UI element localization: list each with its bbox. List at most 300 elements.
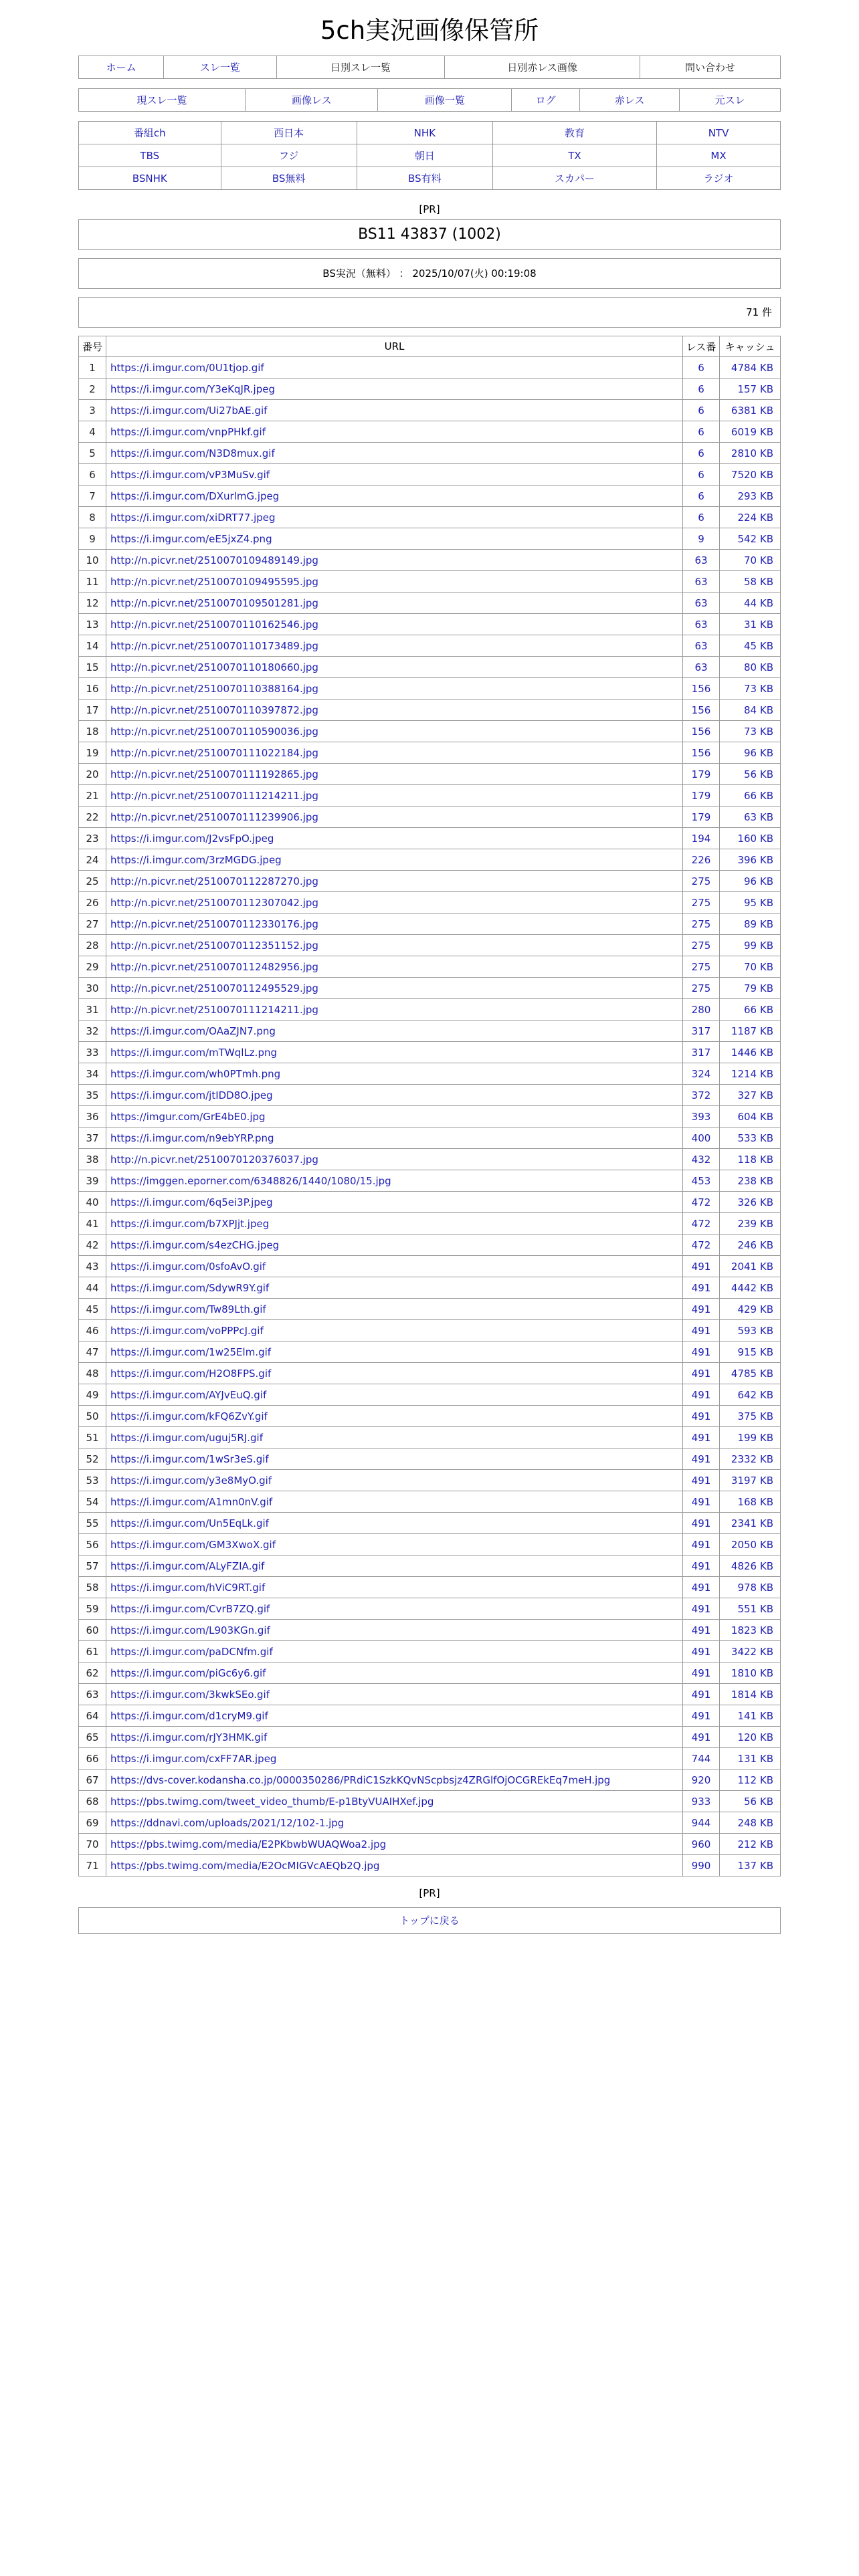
row-number: 44 bbox=[79, 1277, 106, 1299]
image-url-link[interactable]: http://n.picvr.net/2510070111214211.jpg bbox=[106, 999, 683, 1021]
row-number: 22 bbox=[79, 807, 106, 828]
image-url-link[interactable]: http://n.picvr.net/2510070112330176.jpg bbox=[106, 914, 683, 935]
res-number-link[interactable]: 179 bbox=[683, 785, 720, 807]
cache-size-link[interactable]: 45 KB bbox=[720, 635, 781, 657]
row-number: 8 bbox=[79, 507, 106, 528]
res-number-link[interactable]: 453 bbox=[683, 1170, 720, 1192]
res-number-link[interactable]: 156 bbox=[683, 742, 720, 764]
row-number: 53 bbox=[79, 1470, 106, 1491]
row-number: 63 bbox=[79, 1684, 106, 1705]
table-row bbox=[79, 1149, 781, 1170]
table-row bbox=[79, 785, 781, 807]
image-url-link[interactable]: http://n.picvr.net/2510070110388164.jpg bbox=[106, 678, 683, 700]
res-number-link[interactable]: 63 bbox=[683, 550, 720, 571]
table-row bbox=[79, 1577, 781, 1598]
cache-size-link[interactable]: 915 KB bbox=[720, 1341, 781, 1363]
row-number: 18 bbox=[79, 721, 106, 742]
res-number-link[interactable]: 6 bbox=[683, 464, 720, 486]
res-number-link[interactable]: 432 bbox=[683, 1149, 720, 1170]
cache-size-link[interactable]: 120 KB bbox=[720, 1727, 781, 1748]
channel-link[interactable]: MX bbox=[657, 144, 781, 167]
cache-size-link[interactable]: 131 KB bbox=[720, 1748, 781, 1769]
res-number-link[interactable]: 472 bbox=[683, 1192, 720, 1213]
res-number-link[interactable]: 275 bbox=[683, 892, 720, 914]
channel-link[interactable]: BS有料 bbox=[357, 167, 492, 190]
image-url-link[interactable]: https://i.imgur.com/uguj5RJ.gif bbox=[106, 1427, 683, 1448]
image-url-link[interactable]: https://i.imgur.com/b7XPJjt.jpeg bbox=[106, 1213, 683, 1235]
res-number-link[interactable]: 226 bbox=[683, 849, 720, 871]
cache-size-link[interactable]: 542 KB bbox=[720, 528, 781, 550]
cache-size-link[interactable]: 1814 KB bbox=[720, 1684, 781, 1705]
cache-size-link[interactable]: 6019 KB bbox=[720, 421, 781, 443]
res-number-link[interactable]: 275 bbox=[683, 956, 720, 978]
cache-size-link[interactable]: 1823 KB bbox=[720, 1620, 781, 1641]
table-row bbox=[79, 1299, 781, 1320]
cache-size-link[interactable]: 2050 KB bbox=[720, 1534, 781, 1555]
back-to-top-link[interactable]: トップに戻る bbox=[78, 1907, 781, 1934]
nav-red-res[interactable]: 赤レス bbox=[579, 89, 679, 112]
image-url-link[interactable]: https://i.imgur.com/Ui27bAE.gif bbox=[106, 400, 683, 421]
image-url-link[interactable]: http://n.picvr.net/2510070111192865.jpg bbox=[106, 764, 683, 785]
res-number-link[interactable]: 491 bbox=[683, 1427, 720, 1448]
channel-link[interactable]: 番組ch bbox=[79, 122, 221, 144]
image-url-link[interactable]: https://i.imgur.com/jtIDD8O.jpeg bbox=[106, 1085, 683, 1106]
cache-size-link[interactable]: 238 KB bbox=[720, 1170, 781, 1192]
cache-size-link[interactable]: 6381 KB bbox=[720, 400, 781, 421]
res-number-link[interactable]: 491 bbox=[683, 1641, 720, 1662]
cache-size-link[interactable]: 141 KB bbox=[720, 1705, 781, 1727]
res-number-link[interactable]: 491 bbox=[683, 1256, 720, 1277]
row-number: 10 bbox=[79, 550, 106, 571]
cache-size-link[interactable]: 327 KB bbox=[720, 1085, 781, 1106]
image-url-link[interactable]: https://i.imgur.com/3kwkSEo.gif bbox=[106, 1684, 683, 1705]
cache-size-link[interactable]: 593 KB bbox=[720, 1320, 781, 1341]
image-url-link[interactable]: https://imggen.eporner.com/6348826/1440/1080/15.jpg bbox=[106, 1170, 683, 1192]
res-number-link[interactable]: 491 bbox=[683, 1620, 720, 1641]
cache-size-link[interactable]: 96 KB bbox=[720, 871, 781, 892]
cache-size-link[interactable]: 160 KB bbox=[720, 828, 781, 849]
image-url-link[interactable]: https://i.imgur.com/Tw89Lth.gif bbox=[106, 1299, 683, 1320]
res-number-link[interactable]: 491 bbox=[683, 1341, 720, 1363]
cache-size-link[interactable]: 248 KB bbox=[720, 1812, 781, 1834]
cache-size-link[interactable]: 3422 KB bbox=[720, 1641, 781, 1662]
cache-size-link[interactable]: 118 KB bbox=[720, 1149, 781, 1170]
image-url-link[interactable]: https://ddnavi.com/uploads/2021/12/102-1.jpg bbox=[106, 1812, 683, 1834]
table-row bbox=[79, 507, 781, 528]
cache-size-link[interactable]: 66 KB bbox=[720, 785, 781, 807]
image-url-link[interactable]: https://pbs.twimg.com/media/E2OcMIGVcAEQb2Q.jpg bbox=[106, 1855, 683, 1876]
cache-size-link[interactable]: 1810 KB bbox=[720, 1662, 781, 1684]
res-number-link[interactable]: 280 bbox=[683, 999, 720, 1021]
image-url-link[interactable]: http://n.picvr.net/2510070110180660.jpg bbox=[106, 657, 683, 678]
row-number: 9 bbox=[79, 528, 106, 550]
image-url-link[interactable]: https://i.imgur.com/hViC9RT.gif bbox=[106, 1577, 683, 1598]
res-number-link[interactable]: 944 bbox=[683, 1812, 720, 1834]
row-number: 62 bbox=[79, 1662, 106, 1684]
cache-size-link[interactable]: 2341 KB bbox=[720, 1513, 781, 1534]
res-number-link[interactable]: 491 bbox=[683, 1727, 720, 1748]
table-row bbox=[79, 1448, 781, 1470]
page bbox=[78, 0, 781, 1934]
cache-size-link[interactable]: 429 KB bbox=[720, 1299, 781, 1320]
result-count: 71 件 bbox=[78, 297, 781, 328]
image-url-link[interactable]: https://i.imgur.com/J2vsFpO.jpeg bbox=[106, 828, 683, 849]
cache-size-link[interactable]: 551 KB bbox=[720, 1598, 781, 1620]
table-row bbox=[79, 1384, 781, 1406]
nav-current-threads[interactable]: 現スレ一覧 bbox=[79, 89, 246, 112]
table-row bbox=[79, 421, 781, 443]
image-url-link[interactable]: https://i.imgur.com/voPPPcJ.gif bbox=[106, 1320, 683, 1341]
channel-link[interactable]: スカパー bbox=[492, 167, 656, 190]
nav-image-res[interactable]: 画像レス bbox=[246, 89, 378, 112]
table-row bbox=[79, 1363, 781, 1384]
channel-link[interactable]: 朝日 bbox=[357, 144, 492, 167]
res-number-link[interactable]: 472 bbox=[683, 1213, 720, 1235]
image-url-link[interactable]: https://i.imgur.com/kFQ6ZvY.gif bbox=[106, 1406, 683, 1427]
res-number-link[interactable]: 960 bbox=[683, 1834, 720, 1855]
res-number-link[interactable]: 275 bbox=[683, 914, 720, 935]
image-url-link[interactable]: https://i.imgur.com/1wSr3eS.gif bbox=[106, 1448, 683, 1470]
res-number-link[interactable]: 63 bbox=[683, 635, 720, 657]
table-row bbox=[79, 1769, 781, 1791]
cache-size-link[interactable]: 58 KB bbox=[720, 571, 781, 593]
image-url-link[interactable]: https://i.imgur.com/H2O8FPS.gif bbox=[106, 1363, 683, 1384]
res-number-link[interactable]: 491 bbox=[683, 1448, 720, 1470]
channel-link[interactable]: BS無料 bbox=[221, 167, 357, 190]
res-number-link[interactable]: 6 bbox=[683, 379, 720, 400]
row-number: 56 bbox=[79, 1534, 106, 1555]
table-row bbox=[79, 914, 781, 935]
res-number-link[interactable]: 933 bbox=[683, 1791, 720, 1812]
res-number-link[interactable]: 275 bbox=[683, 935, 720, 956]
channel-link[interactable]: 西日本 bbox=[221, 122, 357, 144]
res-number-link[interactable]: 317 bbox=[683, 1021, 720, 1042]
table-row bbox=[79, 1748, 781, 1769]
channel-link[interactable]: BSNHK bbox=[79, 167, 221, 190]
image-url-link[interactable]: http://n.picvr.net/2510070111239906.jpg bbox=[106, 807, 683, 828]
res-number-link[interactable]: 179 bbox=[683, 764, 720, 785]
res-number-link[interactable]: 491 bbox=[683, 1277, 720, 1299]
cache-size-link[interactable]: 1214 KB bbox=[720, 1063, 781, 1085]
channel-link[interactable]: ラジオ bbox=[657, 167, 781, 190]
image-url-link[interactable]: http://n.picvr.net/2510070112482956.jpg bbox=[106, 956, 683, 978]
res-number-link[interactable]: 6 bbox=[683, 421, 720, 443]
image-url-link[interactable]: https://i.imgur.com/rJY3HMK.gif bbox=[106, 1727, 683, 1748]
table-row bbox=[79, 1427, 781, 1448]
cache-size-link[interactable]: 533 KB bbox=[720, 1128, 781, 1149]
res-number-link[interactable]: 6 bbox=[683, 486, 720, 507]
res-number-link[interactable]: 194 bbox=[683, 828, 720, 849]
image-url-link[interactable]: https://i.imgur.com/A1mn0nV.gif bbox=[106, 1491, 683, 1513]
image-url-link[interactable]: https://i.imgur.com/Y3eKqJR.jpeg bbox=[106, 379, 683, 400]
image-url-link[interactable]: https://i.imgur.com/L903KGn.gif bbox=[106, 1620, 683, 1641]
cache-size-link[interactable]: 1187 KB bbox=[720, 1021, 781, 1042]
image-url-link[interactable]: https://imgur.com/GrE4bE0.jpg bbox=[106, 1106, 683, 1128]
image-url-link[interactable]: https://i.imgur.com/N3D8mux.gif bbox=[106, 443, 683, 464]
image-url-link[interactable]: https://i.imgur.com/1w25Elm.gif bbox=[106, 1341, 683, 1363]
cache-size-link[interactable]: 112 KB bbox=[720, 1769, 781, 1791]
res-number-link[interactable]: 275 bbox=[683, 978, 720, 999]
channel-link[interactable]: 教育 bbox=[492, 122, 656, 144]
cache-size-link[interactable]: 978 KB bbox=[720, 1577, 781, 1598]
channel-link[interactable]: NHK bbox=[357, 122, 492, 144]
table-row bbox=[79, 1705, 781, 1727]
site-title: 5ch実況画像保管所 bbox=[320, 16, 539, 45]
row-number: 12 bbox=[79, 593, 106, 614]
res-number-link[interactable]: 491 bbox=[683, 1406, 720, 1427]
row-number: 28 bbox=[79, 935, 106, 956]
row-number: 71 bbox=[79, 1855, 106, 1876]
nav-daily-red-images[interactable]: 日別赤レス画像 bbox=[445, 56, 640, 79]
res-number-link[interactable]: 9 bbox=[683, 528, 720, 550]
cache-size-link[interactable]: 239 KB bbox=[720, 1213, 781, 1235]
image-url-link[interactable]: https://i.imgur.com/xiDRT77.jpeg bbox=[106, 507, 683, 528]
cache-size-link[interactable]: 642 KB bbox=[720, 1384, 781, 1406]
image-url-link[interactable]: http://n.picvr.net/2510070110162546.jpg bbox=[106, 614, 683, 635]
res-number-link[interactable]: 472 bbox=[683, 1235, 720, 1256]
row-number: 24 bbox=[79, 849, 106, 871]
cache-size-link[interactable]: 44 KB bbox=[720, 593, 781, 614]
res-number-link[interactable]: 491 bbox=[683, 1513, 720, 1534]
row-number: 48 bbox=[79, 1363, 106, 1384]
res-number-link[interactable]: 372 bbox=[683, 1085, 720, 1106]
res-number-link[interactable]: 491 bbox=[683, 1662, 720, 1684]
channel-link[interactable]: NTV bbox=[657, 122, 781, 144]
res-number-link[interactable]: 990 bbox=[683, 1855, 720, 1876]
image-url-link[interactable]: http://n.picvr.net/2510070110590036.jpg bbox=[106, 721, 683, 742]
cache-size-link[interactable]: 168 KB bbox=[720, 1491, 781, 1513]
res-number-link[interactable]: 317 bbox=[683, 1042, 720, 1063]
image-url-link[interactable]: http://n.picvr.net/2510070109495595.jpg bbox=[106, 571, 683, 593]
row-number: 11 bbox=[79, 571, 106, 593]
row-number: 29 bbox=[79, 956, 106, 978]
res-number-link[interactable]: 491 bbox=[683, 1577, 720, 1598]
image-url-link[interactable]: http://n.picvr.net/2510070110397872.jpg bbox=[106, 700, 683, 721]
channel-link[interactable]: フジ bbox=[221, 144, 357, 167]
image-url-link[interactable]: https://i.imgur.com/n9ebYRP.png bbox=[106, 1128, 683, 1149]
image-url-link[interactable]: http://n.picvr.net/2510070109501281.jpg bbox=[106, 593, 683, 614]
cache-size-link[interactable]: 56 KB bbox=[720, 1791, 781, 1812]
res-number-link[interactable]: 491 bbox=[683, 1470, 720, 1491]
image-url-link[interactable]: https://i.imgur.com/vP3MuSv.gif bbox=[106, 464, 683, 486]
cache-size-link[interactable]: 4442 KB bbox=[720, 1277, 781, 1299]
cache-size-link[interactable]: 3197 KB bbox=[720, 1470, 781, 1491]
image-url-link[interactable]: https://i.imgur.com/d1cryM9.gif bbox=[106, 1705, 683, 1727]
nav-home[interactable]: ホーム bbox=[79, 56, 164, 79]
cache-size-link[interactable]: 4784 KB bbox=[720, 357, 781, 379]
res-number-link[interactable]: 63 bbox=[683, 657, 720, 678]
image-url-link[interactable]: http://n.picvr.net/2510070112307042.jpg bbox=[106, 892, 683, 914]
image-url-link[interactable]: http://n.picvr.net/2510070120376037.jpg bbox=[106, 1149, 683, 1170]
res-number-link[interactable]: 393 bbox=[683, 1106, 720, 1128]
image-url-link[interactable]: https://i.imgur.com/cxFF7AR.jpeg bbox=[106, 1748, 683, 1769]
image-url-link[interactable]: https://pbs.twimg.com/tweet_video_thumb/E-p1BtyVUAIHXef.jpg bbox=[106, 1791, 683, 1812]
cache-size-link[interactable]: 95 KB bbox=[720, 892, 781, 914]
row-number: 14 bbox=[79, 635, 106, 657]
res-number-link[interactable]: 6 bbox=[683, 400, 720, 421]
cache-size-link[interactable]: 396 KB bbox=[720, 849, 781, 871]
image-url-link[interactable]: http://n.picvr.net/2510070111214211.jpg bbox=[106, 785, 683, 807]
cache-size-link[interactable]: 212 KB bbox=[720, 1834, 781, 1855]
channel-link[interactable]: TBS bbox=[79, 144, 221, 167]
image-url-link[interactable]: https://i.imgur.com/mTWqlLz.png bbox=[106, 1042, 683, 1063]
image-url-link[interactable]: http://n.picvr.net/2510070112495529.jpg bbox=[106, 978, 683, 999]
cache-size-link[interactable]: 1446 KB bbox=[720, 1042, 781, 1063]
image-url-link[interactable]: https://i.imgur.com/wh0PTmh.png bbox=[106, 1063, 683, 1085]
cache-size-link[interactable]: 4785 KB bbox=[720, 1363, 781, 1384]
cache-size-link[interactable]: 89 KB bbox=[720, 914, 781, 935]
row-number: 3 bbox=[79, 400, 106, 421]
cache-size-link[interactable]: 224 KB bbox=[720, 507, 781, 528]
image-url-link[interactable]: http://n.picvr.net/2510070110173489.jpg bbox=[106, 635, 683, 657]
res-number-link[interactable]: 491 bbox=[683, 1598, 720, 1620]
res-number-link[interactable]: 156 bbox=[683, 700, 720, 721]
res-number-link[interactable]: 156 bbox=[683, 678, 720, 700]
image-url-link[interactable]: https://i.imgur.com/ALyFZIA.gif bbox=[106, 1555, 683, 1577]
nav-image-list[interactable]: 画像一覧 bbox=[378, 89, 512, 112]
cache-size-link[interactable]: 56 KB bbox=[720, 764, 781, 785]
cache-size-link[interactable]: 375 KB bbox=[720, 1406, 781, 1427]
res-number-link[interactable]: 491 bbox=[683, 1491, 720, 1513]
res-number-link[interactable]: 491 bbox=[683, 1534, 720, 1555]
image-url-link[interactable]: https://i.imgur.com/Un5EqLk.gif bbox=[106, 1513, 683, 1534]
table-row bbox=[79, 849, 781, 871]
row-number: 30 bbox=[79, 978, 106, 999]
table-row bbox=[79, 764, 781, 785]
image-url-link[interactable]: https://i.imgur.com/eE5jxZ4.png bbox=[106, 528, 683, 550]
image-url-link[interactable]: http://n.picvr.net/2510070112351152.jpg bbox=[106, 935, 683, 956]
cache-size-link[interactable]: 4826 KB bbox=[720, 1555, 781, 1577]
row-number: 32 bbox=[79, 1021, 106, 1042]
image-url-link[interactable]: https://i.imgur.com/CvrB7ZQ.gif bbox=[106, 1598, 683, 1620]
cache-size-link[interactable]: 2332 KB bbox=[720, 1448, 781, 1470]
image-url-link[interactable]: https://i.imgur.com/paDCNfm.gif bbox=[106, 1641, 683, 1662]
res-number-link[interactable]: 275 bbox=[683, 871, 720, 892]
table-row bbox=[79, 1106, 781, 1128]
table-row bbox=[79, 1491, 781, 1513]
res-number-link[interactable]: 156 bbox=[683, 721, 720, 742]
image-url-link[interactable]: https://i.imgur.com/3rzMGDG.jpeg bbox=[106, 849, 683, 871]
row-number: 13 bbox=[79, 614, 106, 635]
res-number-link[interactable]: 491 bbox=[683, 1320, 720, 1341]
res-number-link[interactable]: 744 bbox=[683, 1748, 720, 1769]
cache-size-link[interactable]: 73 KB bbox=[720, 678, 781, 700]
row-number: 49 bbox=[79, 1384, 106, 1406]
cache-size-link[interactable]: 99 KB bbox=[720, 935, 781, 956]
cache-size-link[interactable]: 604 KB bbox=[720, 1106, 781, 1128]
row-number: 31 bbox=[79, 999, 106, 1021]
nav-log[interactable]: ログ bbox=[512, 89, 580, 112]
res-number-link[interactable]: 491 bbox=[683, 1684, 720, 1705]
image-url-link[interactable]: https://i.imgur.com/0U1tjop.gif bbox=[106, 357, 683, 379]
cache-size-link[interactable]: 63 KB bbox=[720, 807, 781, 828]
cache-size-link[interactable]: 199 KB bbox=[720, 1427, 781, 1448]
cache-size-link[interactable]: 31 KB bbox=[720, 614, 781, 635]
row-number: 39 bbox=[79, 1170, 106, 1192]
table-row bbox=[79, 807, 781, 828]
image-url-link[interactable]: https://i.imgur.com/piGc6y6.gif bbox=[106, 1662, 683, 1684]
res-number-link[interactable]: 491 bbox=[683, 1384, 720, 1406]
res-number-link[interactable]: 179 bbox=[683, 807, 720, 828]
table-row bbox=[79, 1812, 781, 1834]
res-number-link[interactable]: 491 bbox=[683, 1299, 720, 1320]
res-number-link[interactable]: 920 bbox=[683, 1769, 720, 1791]
image-url-link[interactable]: https://i.imgur.com/AYJvEuQ.gif bbox=[106, 1384, 683, 1406]
res-number-link[interactable]: 63 bbox=[683, 614, 720, 635]
res-number-link[interactable]: 491 bbox=[683, 1555, 720, 1577]
res-number-link[interactable]: 63 bbox=[683, 593, 720, 614]
res-number-link[interactable]: 6 bbox=[683, 357, 720, 379]
cache-size-link[interactable]: 73 KB bbox=[720, 721, 781, 742]
cache-size-link[interactable]: 70 KB bbox=[720, 956, 781, 978]
cache-size-link[interactable]: 79 KB bbox=[720, 978, 781, 999]
nav-daily-threads[interactable]: 日別スレ一覧 bbox=[276, 56, 444, 79]
image-url-link[interactable]: https://i.imgur.com/0sfoAvO.gif bbox=[106, 1256, 683, 1277]
table-header-row bbox=[79, 336, 781, 357]
row-number: 42 bbox=[79, 1235, 106, 1256]
cache-size-link[interactable]: 96 KB bbox=[720, 742, 781, 764]
image-url-link[interactable]: https://i.imgur.com/s4ezCHG.jpeg bbox=[106, 1235, 683, 1256]
image-url-link[interactable]: http://n.picvr.net/2510070112287270.jpg bbox=[106, 871, 683, 892]
row-number: 52 bbox=[79, 1448, 106, 1470]
row-number: 15 bbox=[79, 657, 106, 678]
cache-size-link[interactable]: 326 KB bbox=[720, 1192, 781, 1213]
row-number: 59 bbox=[79, 1598, 106, 1620]
image-url-link[interactable]: https://i.imgur.com/GM3XwoX.gif bbox=[106, 1534, 683, 1555]
res-number-link[interactable]: 6 bbox=[683, 507, 720, 528]
image-url-link[interactable]: https://i.imgur.com/SdywR9Y.gif bbox=[106, 1277, 683, 1299]
row-number: 58 bbox=[79, 1577, 106, 1598]
image-url-link[interactable]: https://i.imgur.com/6q5ei3P.jpeg bbox=[106, 1192, 683, 1213]
image-url-link[interactable]: https://i.imgur.com/OAaZJN7.png bbox=[106, 1021, 683, 1042]
thread-subtitle: BS実況（無料） ： 2025/10/07(火) 00:19:08 bbox=[78, 258, 781, 289]
res-number-link[interactable]: 6 bbox=[683, 443, 720, 464]
image-url-link[interactable]: http://n.picvr.net/2510070109489149.jpg bbox=[106, 550, 683, 571]
image-url-link[interactable]: https://i.imgur.com/vnpPHkf.gif bbox=[106, 421, 683, 443]
image-url-link[interactable]: https://i.imgur.com/DXurlmG.jpeg bbox=[106, 486, 683, 507]
res-number-link[interactable]: 491 bbox=[683, 1363, 720, 1384]
row-number: 35 bbox=[79, 1085, 106, 1106]
cache-size-link[interactable]: 157 KB bbox=[720, 379, 781, 400]
channel-link[interactable]: TX bbox=[492, 144, 656, 167]
cache-size-link[interactable]: 7520 KB bbox=[720, 464, 781, 486]
nav-original-thread[interactable]: 元スレ bbox=[680, 89, 781, 112]
cache-size-link[interactable]: 80 KB bbox=[720, 657, 781, 678]
cache-size-link[interactable]: 293 KB bbox=[720, 486, 781, 507]
res-number-link[interactable]: 63 bbox=[683, 571, 720, 593]
res-number-link[interactable]: 491 bbox=[683, 1705, 720, 1727]
res-number-link[interactable]: 324 bbox=[683, 1063, 720, 1085]
res-number-link[interactable]: 400 bbox=[683, 1128, 720, 1149]
nav-contact[interactable]: 問い合わせ bbox=[640, 56, 780, 79]
image-url-link[interactable]: https://i.imgur.com/y3e8MyO.gif bbox=[106, 1470, 683, 1491]
cache-size-link[interactable]: 66 KB bbox=[720, 999, 781, 1021]
cache-size-link[interactable]: 137 KB bbox=[720, 1855, 781, 1876]
cache-size-link[interactable]: 70 KB bbox=[720, 550, 781, 571]
cache-size-link[interactable]: 2810 KB bbox=[720, 443, 781, 464]
image-url-link[interactable]: https://pbs.twimg.com/media/E2PKbwbWUAQWoa2.jpg bbox=[106, 1834, 683, 1855]
cache-size-link[interactable]: 246 KB bbox=[720, 1235, 781, 1256]
table-row bbox=[79, 571, 781, 593]
image-url-link[interactable]: http://n.picvr.net/2510070111022184.jpg bbox=[106, 742, 683, 764]
nav-thread-list[interactable]: スレ一覧 bbox=[164, 56, 277, 79]
cache-size-link[interactable]: 2041 KB bbox=[720, 1256, 781, 1277]
table-row bbox=[79, 935, 781, 956]
cache-size-link[interactable]: 84 KB bbox=[720, 700, 781, 721]
image-url-link[interactable]: https://dvs-cover.kodansha.co.jp/0000350286/PRdiC1SzkKQvNScpbsjz4ZRGlfOjOCGREkEq7meH.jpg bbox=[106, 1769, 683, 1791]
row-number: 1 bbox=[79, 357, 106, 379]
table-row bbox=[79, 1320, 781, 1341]
